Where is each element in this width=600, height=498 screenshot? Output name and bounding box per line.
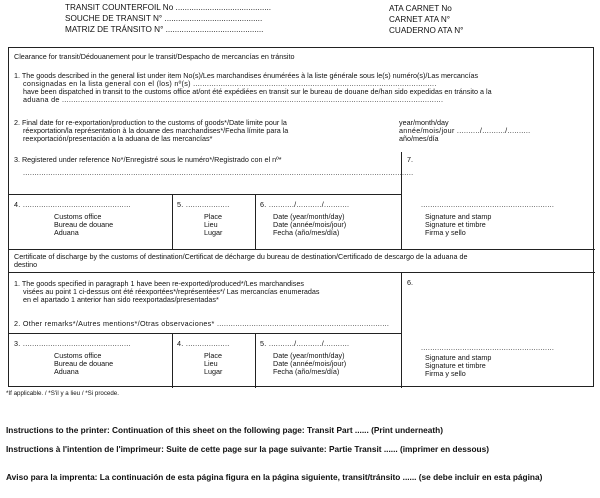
discharge-item1-line1: 1. The goods specified in paragraph 1 have been re-exported/produced*/Les marchandises — [14, 279, 304, 288]
ata-carnet-en: ATA CARNET No — [389, 4, 452, 13]
clearance-item1-line3: have been dispatched in transit to the customs office at/ont été expédiées en transit sur le bureau de douane de/han sido expedidas en tránsito a la — [23, 87, 492, 96]
clearance-item2-line3: reexportación/presentación a la aduana de las mercancías* — [23, 134, 213, 143]
discharge-item1-line3: en el apartado 1 anterior han sido reexportadas/presentadas* — [23, 295, 219, 304]
discharge-customs-label-fr: Bureau de douane — [54, 359, 114, 368]
final-date-field[interactable]: année/mois/jour ........../........../.......... — [399, 126, 531, 135]
box7-divider — [401, 152, 402, 249]
clearance-col-divider-1 — [172, 194, 173, 249]
customs-office-label-fr: Bureau de douane — [54, 220, 114, 229]
discharge-title-line1: Certificate of discharge by the customs of destination/Certificat de décharge du bureau de destination/Certificado de descargo de la aduana de — [14, 252, 468, 261]
printer-instruction-fr: Instructions à l'intention de l'imprimeur: Suite de cette page sur la page suivante: Partie Transit ...... (imprimer en dessous) — [6, 444, 489, 454]
discharge-date-label-es: Fecha (año/mes/día) — [273, 367, 340, 376]
box7-label: 7. — [407, 155, 413, 164]
discharge-date-field[interactable]: 5. .........../.........../........... — [260, 339, 350, 348]
discharge-place-field[interactable]: 4. ................... — [177, 339, 230, 348]
printer-instruction-es: Aviso para la imprenta: La continuación de esta página figura en la página siguiente, transit/tránsito ...... (se debe incluir en esta página) — [6, 472, 543, 482]
discharge-row-top — [9, 333, 401, 334]
date-label-es: Fecha (año/mes/día) — [273, 228, 340, 237]
customs-office-field[interactable]: 4. ............................................... — [14, 200, 131, 209]
final-date-label-en: year/month/day — [399, 118, 449, 127]
discharge-signature-label-es: Firma y sello — [425, 369, 466, 378]
box6-divider — [401, 272, 402, 388]
discharge-signature-label-en: Signature and stamp — [425, 353, 492, 362]
signature-field[interactable]: .......................................................... — [421, 200, 555, 209]
discharge-col-divider-1 — [172, 333, 173, 388]
clearance-row-top — [9, 194, 401, 195]
date-label-en: Date (year/month/day) — [273, 212, 345, 221]
customs-office-label-es: Aduana — [54, 228, 79, 237]
discharge-place-label-fr: Lieu — [204, 359, 218, 368]
clearance-item2-line1: 2. Final date for re-exportation/production to the customs of goods*/Date limite pour la — [14, 118, 287, 127]
clearance-item2-line2: réexportation/la représentation à la douane des marchandises*/Fecha límite para la — [23, 126, 289, 135]
box6-label: 6. — [407, 278, 413, 287]
place-label-en: Place — [204, 212, 222, 221]
section-divider — [9, 249, 595, 250]
discharge-date-label-fr: Date (année/mois/jour) — [273, 359, 347, 368]
clearance-item1-line4[interactable]: aduana de ...................................................................................................................................................................... — [23, 95, 444, 104]
printer-instruction-en: Instructions to the printer: Continuation of this sheet on the following page: Transit Part ...... (Print underneath) — [6, 425, 443, 435]
discharge-place-label-es: Lugar — [204, 367, 223, 376]
discharge-signature-field[interactable]: .......................................................... — [421, 343, 555, 352]
footnote: *If applicable. / *S'il y a lieu / *Si procede. — [6, 390, 119, 397]
discharge-title-rule — [9, 272, 595, 273]
signature-label-fr: Signature et timbre — [425, 220, 486, 229]
signature-label-en: Signature and stamp — [425, 212, 492, 221]
discharge-title-line2: destino — [14, 260, 38, 269]
transit-counterfoil-en: TRANSIT COUNTERFOIL No .......................................... — [65, 3, 272, 12]
clearance-item1-line1: 1. The goods described in the general list under item No(s)/Les marchandises énumérées à la liste générale sous le(s) numéro(s)/Las mercancías — [14, 71, 479, 80]
discharge-customs-label-en: Customs office — [54, 351, 102, 360]
place-field[interactable]: 5. ................... — [177, 200, 230, 209]
customs-office-label-en: Customs office — [54, 212, 102, 221]
final-date-label-es: año/mes/día — [399, 134, 439, 143]
discharge-col-divider-2 — [255, 333, 256, 388]
place-label-es: Lugar — [204, 228, 223, 237]
discharge-signature-label-fr: Signature et timbre — [425, 361, 486, 370]
transit-counterfoil-fr: SOUCHE DE TRANSIT N° ........................................... — [65, 14, 263, 23]
discharge-customs-office-field[interactable]: 3. ............................................... — [14, 339, 131, 348]
clearance-title: Clearance for transit/Dédouanement pour le transit/Despacho de mercancías en tránsito — [14, 52, 295, 61]
discharge-date-label-en: Date (year/month/day) — [273, 351, 345, 360]
date-field[interactable]: 6. .........../.........../........... — [260, 200, 350, 209]
place-label-fr: Lieu — [204, 220, 218, 229]
clearance-col-divider-2 — [255, 194, 256, 249]
discharge-customs-label-es: Aduana — [54, 367, 79, 376]
discharge-item1-line2: visées au point 1 ci-dessus ont été réexportées*/représentées*/ Las mercancías enumeradas — [23, 287, 320, 296]
clearance-item1-line2[interactable]: consignadas en la lista general con el (los) nº(s) .......................................................................................................... — [23, 79, 437, 88]
transit-form — [8, 47, 594, 387]
transit-counterfoil-es: MATRIZ DE TRÁNSITO N° ........................................... — [65, 25, 264, 34]
other-remarks-field[interactable]: 2. Other remarks*/Autres mentions*/Otras observaciones* ........................................................................... — [14, 319, 390, 328]
ata-carnet-es: CUADERNO ATA N° — [389, 26, 464, 35]
clearance-item3-line1: 3. Registered under reference No*/Enregistré sous le numéro*/Registrado con el nº* — [14, 155, 282, 164]
signature-label-es: Firma y sello — [425, 228, 466, 237]
date-label-fr: Date (année/mois/jour) — [273, 220, 347, 229]
ata-carnet-fr: CARNET ATA N° — [389, 15, 451, 24]
reference-number-field[interactable]: .......................................................................................................................................................................... — [23, 168, 414, 177]
discharge-place-label-en: Place — [204, 351, 222, 360]
